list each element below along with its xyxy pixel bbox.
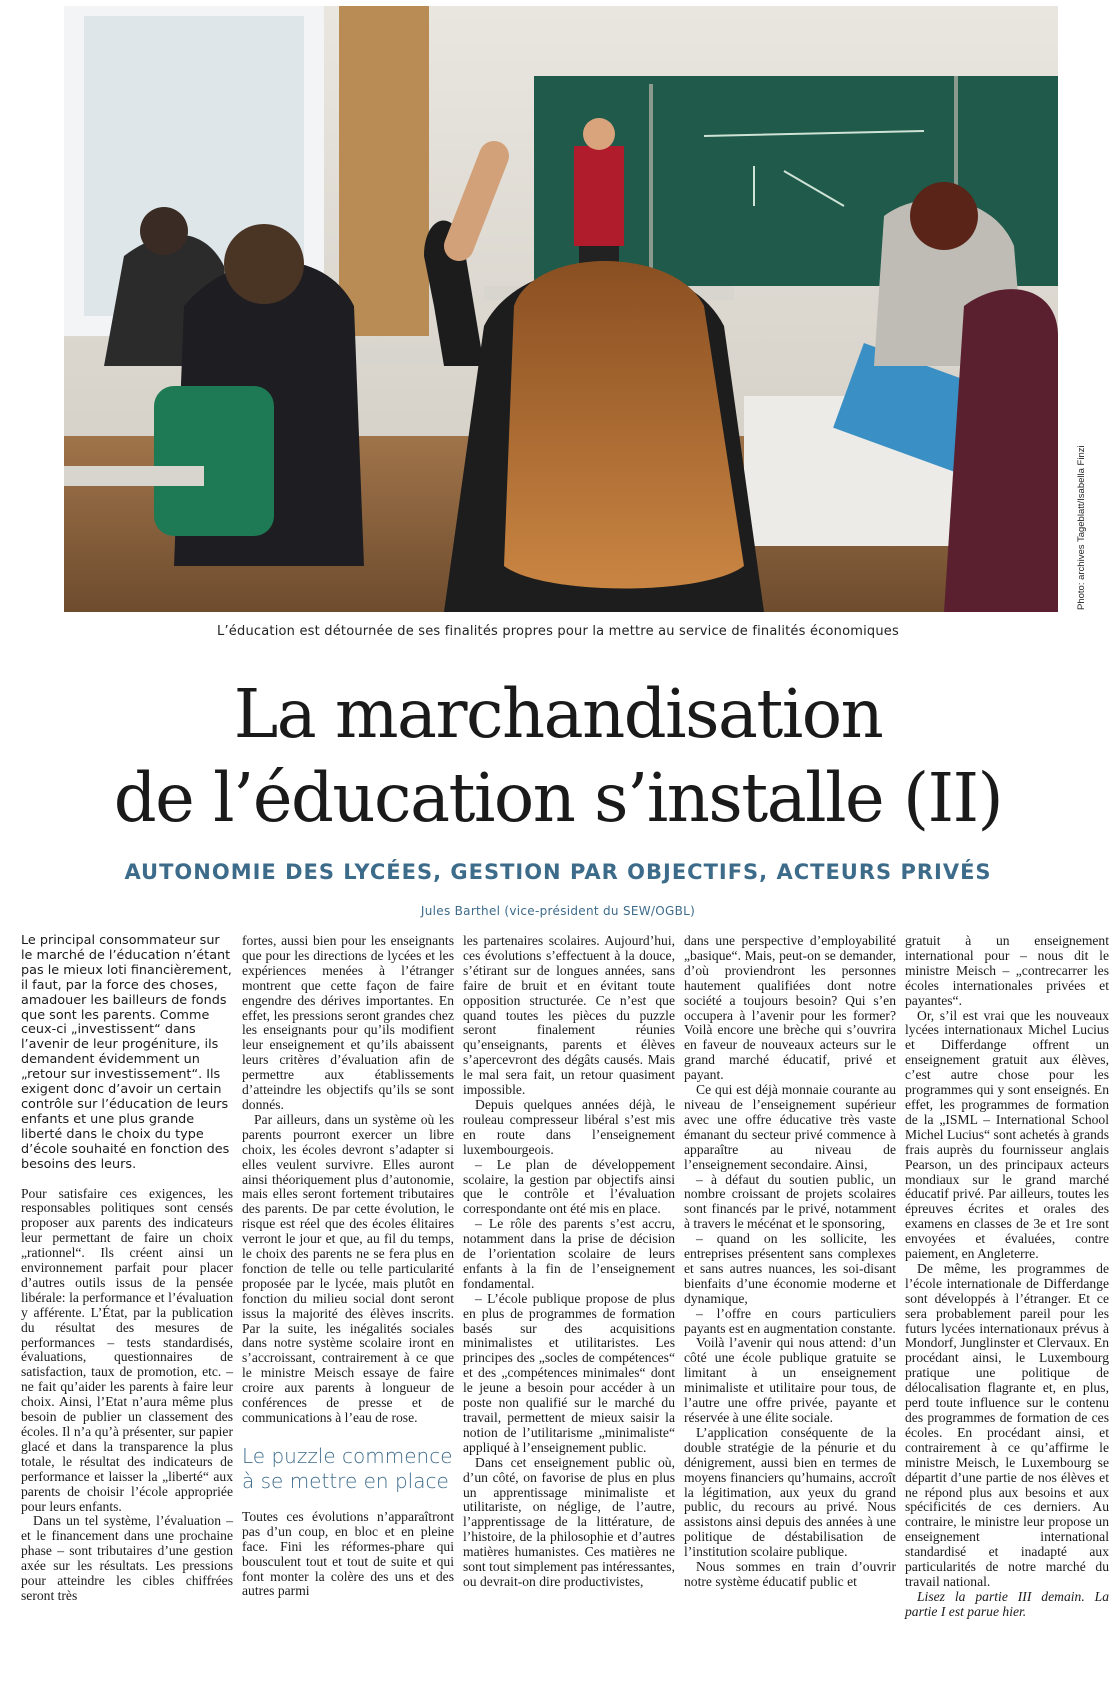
paragraph: fortes, aussi bien pour les enseignants que pour les directions de lycées et les expériences menées à l’étranger montrent que cette façon de faire engendre des dérives importantes. En effet, les pressions seront grandes chez les enseignants pour qu’ils modifient leur enseignement et qu’ils abaissent leurs critères d’évaluation afin de permettre aux établissements d’atteindre les objectifs qu’ils se sont donnés.	[242, 933, 454, 1112]
article-column-5	[905, 934, 1109, 1620]
paragraph: L’application conséquente de la double stratégie de la pénurie et du dénigrement, aussi bien en termes de moyens financiers qu’humains, accroît la légitimation, aux yeux du grand public, du recours au privé. Nous assistons ainsi depuis des années à une politique de déstabilisation de l’institution scolaire publique.	[684, 1424, 896, 1560]
article-column-2	[242, 934, 454, 1599]
paragraph: Nous sommes en train d’ouvrir notre système éducatif public et	[684, 1559, 896, 1589]
article-column-1	[21, 934, 233, 1604]
headline-line-1: La marchandisation	[233, 675, 883, 753]
paragraph: Pour satisfaire ces exigences, les responsables politiques sont censés proposer aux parents des indicateurs leur permettant de faire un choix „rationnel“. Ils créent ainsi un environnement parfait pour placer d’autres outils issus de la pensée libérale: la performance et l’évaluation y afférente. L’État, par la publication du résultat des mesures de performances – tests standardisés, évaluations, questionnaires de satisfaction, taux de promotion, etc. – ne fait qu’aider les parents à faire leur choix. Ainsi, l’Etat n’aura même plus besoin de publier un classement des écoles. Il n’a qu’à présenter, sur papier glacé et dans la transparence la plus totale, le résultat des indicateurs de performance et laisser la „liberté“ aux parents de choisir l’école appropriée pour leurs enfants.	[21, 1185, 233, 1514]
paragraph: – à défaut du soutien public, un nombre croissant de projets scolaires sont financés par le privé, notamment à travers le mécénat et le sponsoring,	[684, 1171, 896, 1232]
paragraph: Dans un tel système, l’évaluation – et le financement dans une prochaine phase – sont tributaires d’une gestion axée sur les résultats. Les pressions pour atteindre les cibles chiffrées seront très	[21, 1513, 233, 1603]
paragraph: Par ailleurs, dans un système où les parents pourront exercer un libre choix, les écoles devront s’adapter si elles veulent survivre. Elles auront ainsi théoriquement plus d’autonomie, mais elles seront fortement tributaires des parents. De par cette évolution, le risque est réel que des écoles élitaires verront le jour et que, au fil du temps, le choix des parents ne se fera plus en fonction de telle ou telle particularité proposée par le lycée, mais plutôt en fonction du milieu social dont seront issus la majorité des élèves inscrits. Par la suite, les inégalités sociales dans notre système scolaire iront en s’accroissant, contrairement à ce que le ministre Meisch essaye de faire croire aux parents à longueur de conférences de presse et de communications à l’eau de rose.	[242, 1111, 454, 1425]
paragraph: les partenaires scolaires. Aujourd’hui, ces évolutions s’effectuent à la douce, s’étirant sur de longues années, sans faire de bruit et en évitant toute opposition structurée. Ce n’est que quand toutes les pièces du puzzle seront finalement réunies qu’enseignants, parents et élèves s’apercevront des dégâts causés. Mais le mal sera fait, un retour quasiment impossible.	[463, 933, 675, 1098]
headline-line-2: de l’éducation s’installe (II)	[113, 759, 1003, 837]
paragraph: Toutes ces évolutions n’apparaîtront pas d’un coup, en bloc et en pleine face. Fini les réformes-phare qui bousculent tout et tout de suite et qui font monter la colère des uns et des autres parmi	[242, 1508, 454, 1599]
byline: Jules Barthel (vice-président du SEW/OGBL)	[420, 904, 696, 918]
paragraph: Dans cet enseignement public où, d’un côté, on favorise de plus en plus un apprentissage minimaliste et utilitariste, on néglige, de l’autre, l’apprentissage de la littérature, de l’histoire, de la philosophie et d’autres matières humanistes. Ces matières ne sont tout simplement pas intéressantes, ou devrait-on dire productivistes,	[463, 1454, 675, 1589]
lead-paragraph	[21, 934, 233, 1173]
paragraph: – l’offre en cours particuliers payants est en augmentation constante.	[684, 1305, 896, 1336]
intertitle: Le puzzle commence à se mettre en place	[242, 1443, 453, 1493]
paragraph: – Le plan de développement scolaire, la gestion par objectifs ainsi que le contrôle et l’évaluation correspondante ont été mis en place.	[463, 1156, 675, 1217]
paragraph: dans une perspective d’employabilité „basique“. Mais, peut-on se demander, d’où proviendront les personnes hautement qualifiées dont notre société a toujours besoin? Qui s’en occupera à l’avenir pour les former? Voilà encore une brèche qui s’ouvrira en faveur de nouveaux acteurs sur le grand marché éducatif, privé et payant.	[684, 933, 896, 1083]
classroom-illustration	[64, 6, 1058, 612]
paragraph: – L’école publique propose de plus en plus de programmes de formation basés sur des acquisitions minimalistes et utilitaristes. Les principes des „socles de compétences“ et des „compétences minimales“ dont le jeune a besoin pour accéder à un poste non qualifié sur le marché du travail, permettent de mieux saisir la notion de l’utilitarisme „minimaliste“ appliqué à l’enseignement public.	[463, 1290, 675, 1455]
headline	[0, 672, 1116, 840]
paragraph: De même, les programmes de l’école internationale de Differdange sont développés à l’étranger. Et ce sera probablement pareil pour les futurs lycées internationaux prévus à Mondorf, Junglinster et Clervaux. En procédant ainsi, le Luxembourg pratique une politique de délocalisation flagrante et, en plus, perd toute influence sur le contenu des programmes de formation de ces écoles. En procédant ainsi, et contrairement à ce qu’affirme le ministre Meisch, le Luxembourg se départit d’une partie de nos élèves et ne répond plus aux besoins et aux spécificités de ces derniers. Au contraire, le ministre leur propose un enseignement international standardisé et inadapté aux particularités de notre marché du travail national.	[905, 1260, 1109, 1589]
paragraph: Voilà l’avenir qui nous attend: d’un côté une école publique gratuite se limitant à un enseignement minimaliste et utilitaire pour tous, de l’autre une offre privée, payante et réservée à une élite sociale.	[684, 1335, 896, 1425]
paragraph: – Le rôle des parents s’est accru, notamment dans la prise de décision de l’orientation scolaire de leurs enfants à la fin de l’enseignement fondamental.	[463, 1216, 675, 1291]
paragraph: Ce qui est déjà monnaie courante au niveau de l’enseignement supérieur avec une offre éducative très vaste émanant du secteur privé commence à apparaître au niveau de l’enseignement secondaire. Ainsi,	[684, 1082, 896, 1172]
series-note: Lisez la partie III demain. La partie I est parue hier.	[905, 1588, 1109, 1619]
article-column-4	[684, 934, 896, 1590]
photo-caption: L’éducation est détournée de ses finalités propres pour la mettre au service de finalités économiques	[217, 624, 899, 639]
paragraph: Or, s’il est vrai que les nouveaux lycées internationaux Michel Lucius et Differdange offrent un enseignement gratuit aux élèves, c’est autre chose pour les programmes qui y sont enseignés. En effet, les programmes de formation de la „ISML – International School Michel Lucius“ sont achetés à grands frais auprès du fournisseur anglais Pearson, un des principaux acteurs mondiaux sur le grand marché éducatif privé. Par ailleurs, toutes les épreuves écrites et orales des examens en classes de 3e et 1re sont envoyées et évaluées, contre paiement, en Angleterre.	[905, 1007, 1109, 1262]
photo-credit	[1064, 380, 1087, 610]
subheadline: AUTONOMIE DES LYCÉES, GESTION PAR OBJECTIFS, ACTEURS PRIVÉS	[124, 860, 992, 884]
classroom-photo	[64, 6, 1058, 612]
paragraph: Depuis quelques années déjà, le rouleau compresseur libéral s’est mis en route dans l’enseignement luxembourgeois.	[463, 1096, 675, 1157]
article-column-3	[463, 934, 675, 1590]
paragraph: – quand on les sollicite, les entreprises présentent sans complexes et sans autres nuances, les soi-disant bienfaits d’une économie moderne et dynamique,	[684, 1231, 896, 1306]
paragraph: gratuit à un enseignement international pour – nous dit le ministre Meisch – „contrecarrer les écoles internationales privées et payantes“.	[905, 933, 1109, 1008]
photo-credit-text: Photo: archives Tageblatt/Isabella Finzi	[1076, 445, 1087, 610]
paragraph: Le principal consommateur sur le marché de l’éducation n’étant pas le mieux loti financièrement, il faut, par la force des choses, amadouer les bailleurs de fonds que sont les parents. Comme ceux-ci „investissent“ dans l’avenir de leur progéniture, ils demandent évidemment un „retour sur investissement“. Ils exigent donc d’avoir un certain contrôle sur l’éducation de leurs enfants et une plus grande liberté dans le choix du type d’école souhaité en fonction des besoins des leurs.	[21, 933, 232, 1172]
